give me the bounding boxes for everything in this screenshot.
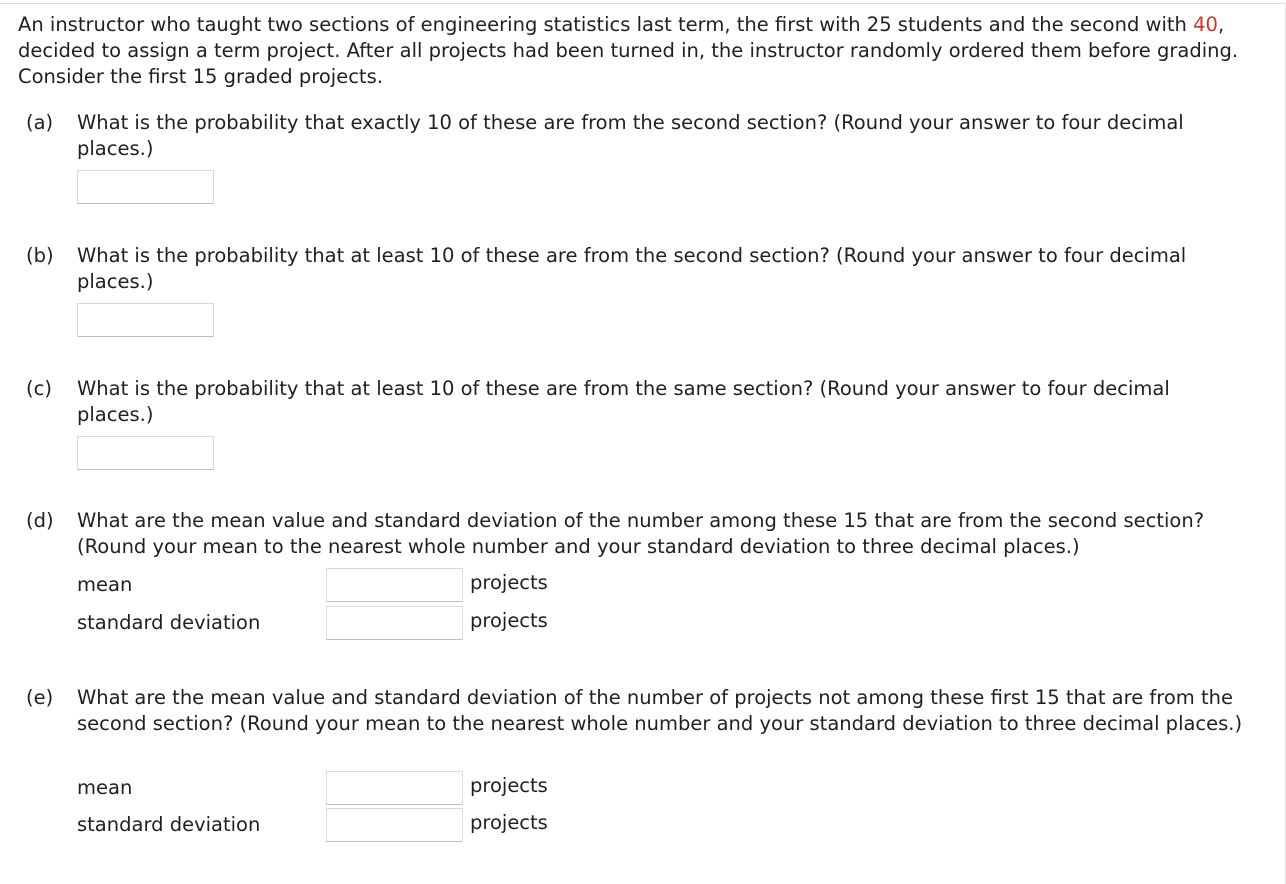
part-d-label: (d): [26, 509, 54, 532]
part-e-mean-row: [77, 771, 597, 805]
part-a-answer-input[interactable]: [77, 170, 214, 204]
part-e-sd-input[interactable]: [326, 808, 463, 842]
intro-text-start: An instructor who taught two sections of engineering statistics last term, the first with 25 students and the second with: [18, 13, 1194, 36]
part-c-label: (c): [26, 377, 52, 400]
part-c: [26, 376, 1246, 470]
part-d-question: What are the mean value and standard deviation of the number among these 15 that are from the second section? (Round your mean to the nearest whole number and your standard deviation to three decimal places.): [77, 509, 1205, 558]
part-d: [26, 508, 1246, 560]
part-d-sd-input[interactable]: [326, 606, 463, 640]
intro-text-end: , decided to assign a term project. After all projects had been turned in, the instructor randomly ordered them before grading. Consider the first 15 graded projects.: [18, 13, 1239, 88]
part-d-mean-input[interactable]: [326, 568, 463, 602]
part-b-question: What is the probability that at least 10 of these are from the second section? (Round your answer to four decimal places.): [77, 244, 1187, 293]
part-d-sd-label: standard deviation: [77, 611, 261, 634]
highlighted-value: 40: [1193, 13, 1218, 36]
part-d-sd-unit: projects: [470, 609, 548, 632]
part-e-sd-row: [77, 808, 597, 842]
part-e-question: What are the mean value and standard deviation of the number of projects not among these first 15 that are from the second section? (Round your mean to the nearest whole number and your standard deviation to three decimal places.): [77, 686, 1243, 735]
part-e-mean-input[interactable]: [326, 771, 463, 805]
part-e: [26, 685, 1246, 737]
top-divider: [0, 3, 1286, 4]
part-a-question: What is the probability that exactly 10 of these are from the second section? (Round your answer to four decimal places.): [77, 111, 1184, 160]
part-b-label: (b): [26, 244, 54, 267]
part-e-mean-unit: projects: [470, 774, 548, 797]
part-b: [26, 243, 1246, 337]
part-d-mean-label: mean: [77, 573, 133, 596]
part-d-mean-unit: projects: [470, 571, 548, 594]
part-c-answer-input[interactable]: [77, 436, 214, 470]
part-a-label: (a): [26, 111, 54, 134]
part-e-label: (e): [26, 686, 54, 709]
part-d-sd-row: [77, 606, 597, 640]
part-e-sd-label: standard deviation: [77, 813, 261, 836]
part-b-answer-input[interactable]: [77, 303, 214, 337]
problem-statement: [18, 12, 1268, 90]
part-d-mean-row: [77, 568, 597, 602]
part-a: [26, 110, 1246, 204]
part-e-sd-unit: projects: [470, 811, 548, 834]
part-e-mean-label: mean: [77, 776, 133, 799]
part-c-question: What is the probability that at least 10 of these are from the same section? (Round your answer to four decimal places.): [77, 377, 1170, 426]
